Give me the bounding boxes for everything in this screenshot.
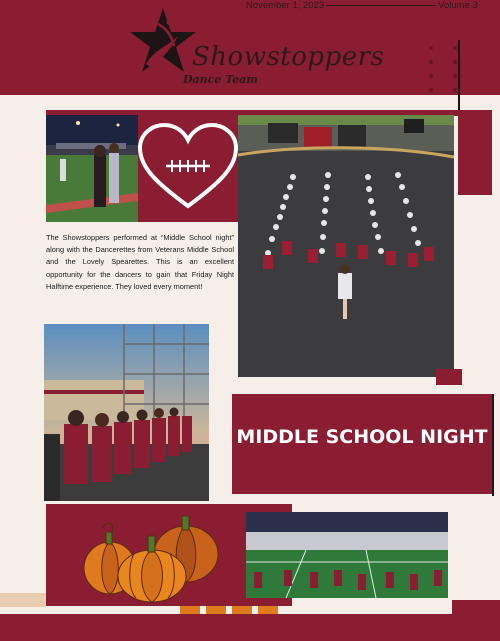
footer-stripe-decoration	[180, 606, 280, 614]
pumpkin-icon	[82, 508, 224, 604]
team-name-logo: Showstoppers	[192, 42, 385, 72]
headline-text: MIDDLE SCHOOL NIGHT	[236, 426, 488, 448]
issue-volume: Volume 3	[438, 0, 478, 11]
star-dancer-logo-icon	[128, 6, 198, 82]
dot-grid-decoration	[426, 44, 466, 92]
issue-line	[246, 0, 500, 12]
headline-shadow-rule	[492, 394, 494, 496]
accent-square	[436, 369, 462, 385]
photo-aerial-formation	[238, 115, 454, 377]
football-heart-icon	[138, 122, 238, 212]
footer-band	[0, 614, 500, 641]
photo-field-performance	[246, 512, 448, 598]
footer-beige-strip	[0, 593, 46, 607]
photo-stadium-dancers	[46, 115, 138, 222]
side-accent	[458, 110, 492, 195]
vertical-rule	[458, 40, 460, 112]
team-subtitle: Dance Team	[183, 73, 258, 86]
photo-sunset-dancers	[44, 324, 209, 501]
footer-right-block	[452, 600, 500, 614]
issue-date: November 1, 2023	[246, 0, 325, 11]
article-body: The Showstoppers performed at “Middle School night” along with the Dancerettes from Veterans Middle School and the Lovely Spearettes. This is an excellent opportunity for the dancers to gain that Friday Night Halftime experience. They loved every moment!	[46, 233, 234, 291]
